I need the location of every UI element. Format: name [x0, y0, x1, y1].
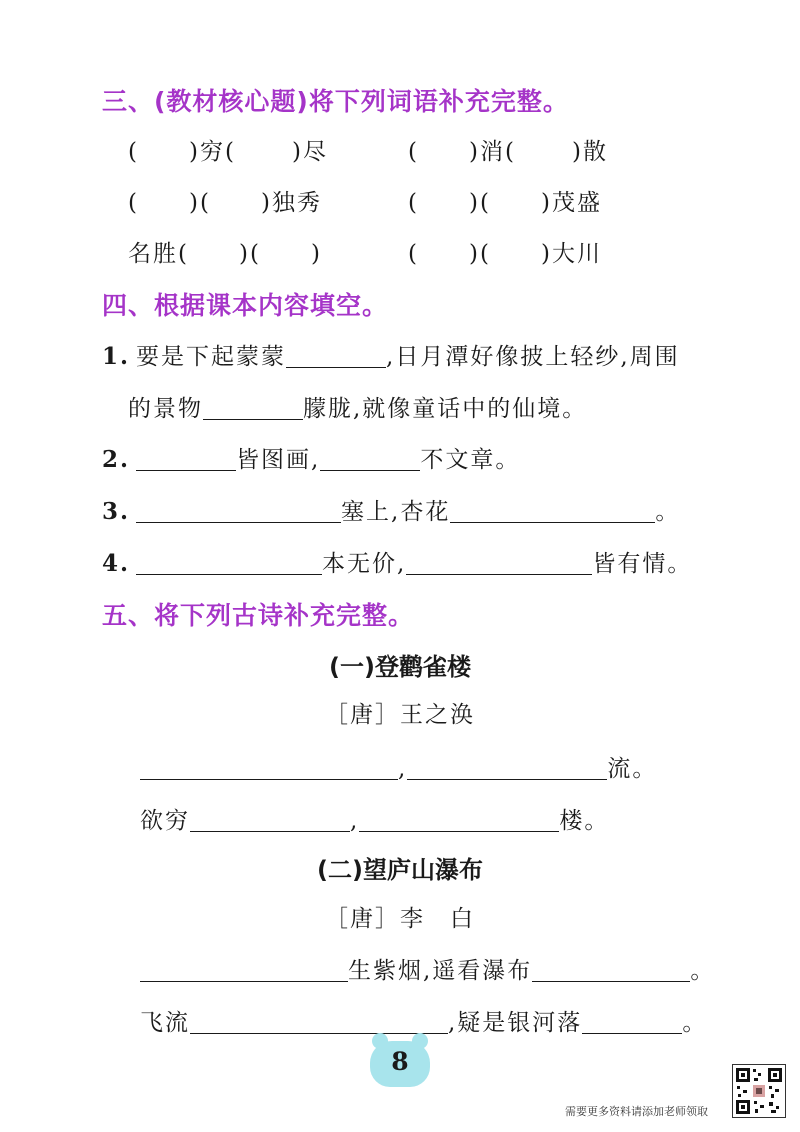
answer-blank[interactable]	[136, 550, 322, 575]
answer-blank[interactable]	[203, 395, 303, 420]
poem-2-line-1: 生紫烟,遥看瀑布 。	[140, 952, 715, 985]
answer-blank[interactable]	[582, 1009, 682, 1034]
poem-1-author: ［唐］王之涣	[325, 702, 475, 728]
page-number-badge	[370, 1041, 430, 1087]
section-4-title: 四、根据课本内容填空。	[102, 291, 389, 320]
page-number: 8	[391, 1047, 409, 1076]
answer-blank[interactable]	[190, 1009, 448, 1034]
fill-question-1-line-2: 的景物 朦胧,就像童话中的仙境。	[128, 396, 588, 422]
answer-blank[interactable]	[406, 550, 592, 575]
section-5-title: 五、将下列古诗补充完整。	[102, 601, 415, 630]
answer-blank[interactable]	[532, 957, 690, 982]
poem-1-line-2: 欲穷 , 楼。	[140, 808, 610, 834]
answer-blank[interactable]	[140, 755, 398, 780]
poem-2-line-2: 飞流 ,疑是银河落 。	[140, 1010, 708, 1036]
answer-blank[interactable]	[136, 498, 341, 523]
poem-1-title: (一)登鹳雀楼	[329, 653, 471, 681]
idiom-row-1-right: ( )消( )散	[408, 139, 608, 165]
fill-question-1-line-1: 1. 要是下起蒙蒙 ,日月潭好像披上轻纱,周围	[102, 343, 680, 370]
qr-code-icon	[732, 1064, 786, 1118]
fill-question-2: 2. 皆图画, 不文章。	[102, 446, 521, 473]
qr-note: 需要更多资料请添加老师领取	[565, 1105, 708, 1118]
answer-blank[interactable]	[286, 343, 386, 368]
fill-question-3: 3. 塞上,杏花 。	[102, 498, 681, 525]
idiom-row-2-left: ( )( )独秀	[128, 190, 322, 216]
answer-blank[interactable]	[407, 755, 607, 780]
answer-blank[interactable]	[140, 957, 348, 982]
idiom-row-3-left: 名胜( )( )	[128, 241, 322, 267]
answer-blank[interactable]	[136, 446, 236, 471]
answer-blank[interactable]	[450, 498, 655, 523]
section-3-title: 三、(教材核心题)将下列词语补充完整。	[102, 87, 569, 116]
answer-blank[interactable]	[359, 807, 559, 832]
idiom-row-1-left: ( )穷( )尽	[128, 139, 328, 165]
poem-2-title: (二)望庐山瀑布	[317, 856, 483, 884]
idiom-row-2-right: ( )( )茂盛	[408, 190, 602, 216]
fill-question-4: 4. 本无价, 皆有情。	[102, 550, 693, 577]
answer-blank[interactable]	[190, 807, 350, 832]
answer-blank[interactable]	[320, 446, 420, 471]
idiom-row-3-right: ( )( )大川	[408, 241, 602, 267]
poem-2-author: ［唐］李 白	[325, 906, 475, 932]
poem-1-line-1: , 流。	[140, 750, 657, 783]
